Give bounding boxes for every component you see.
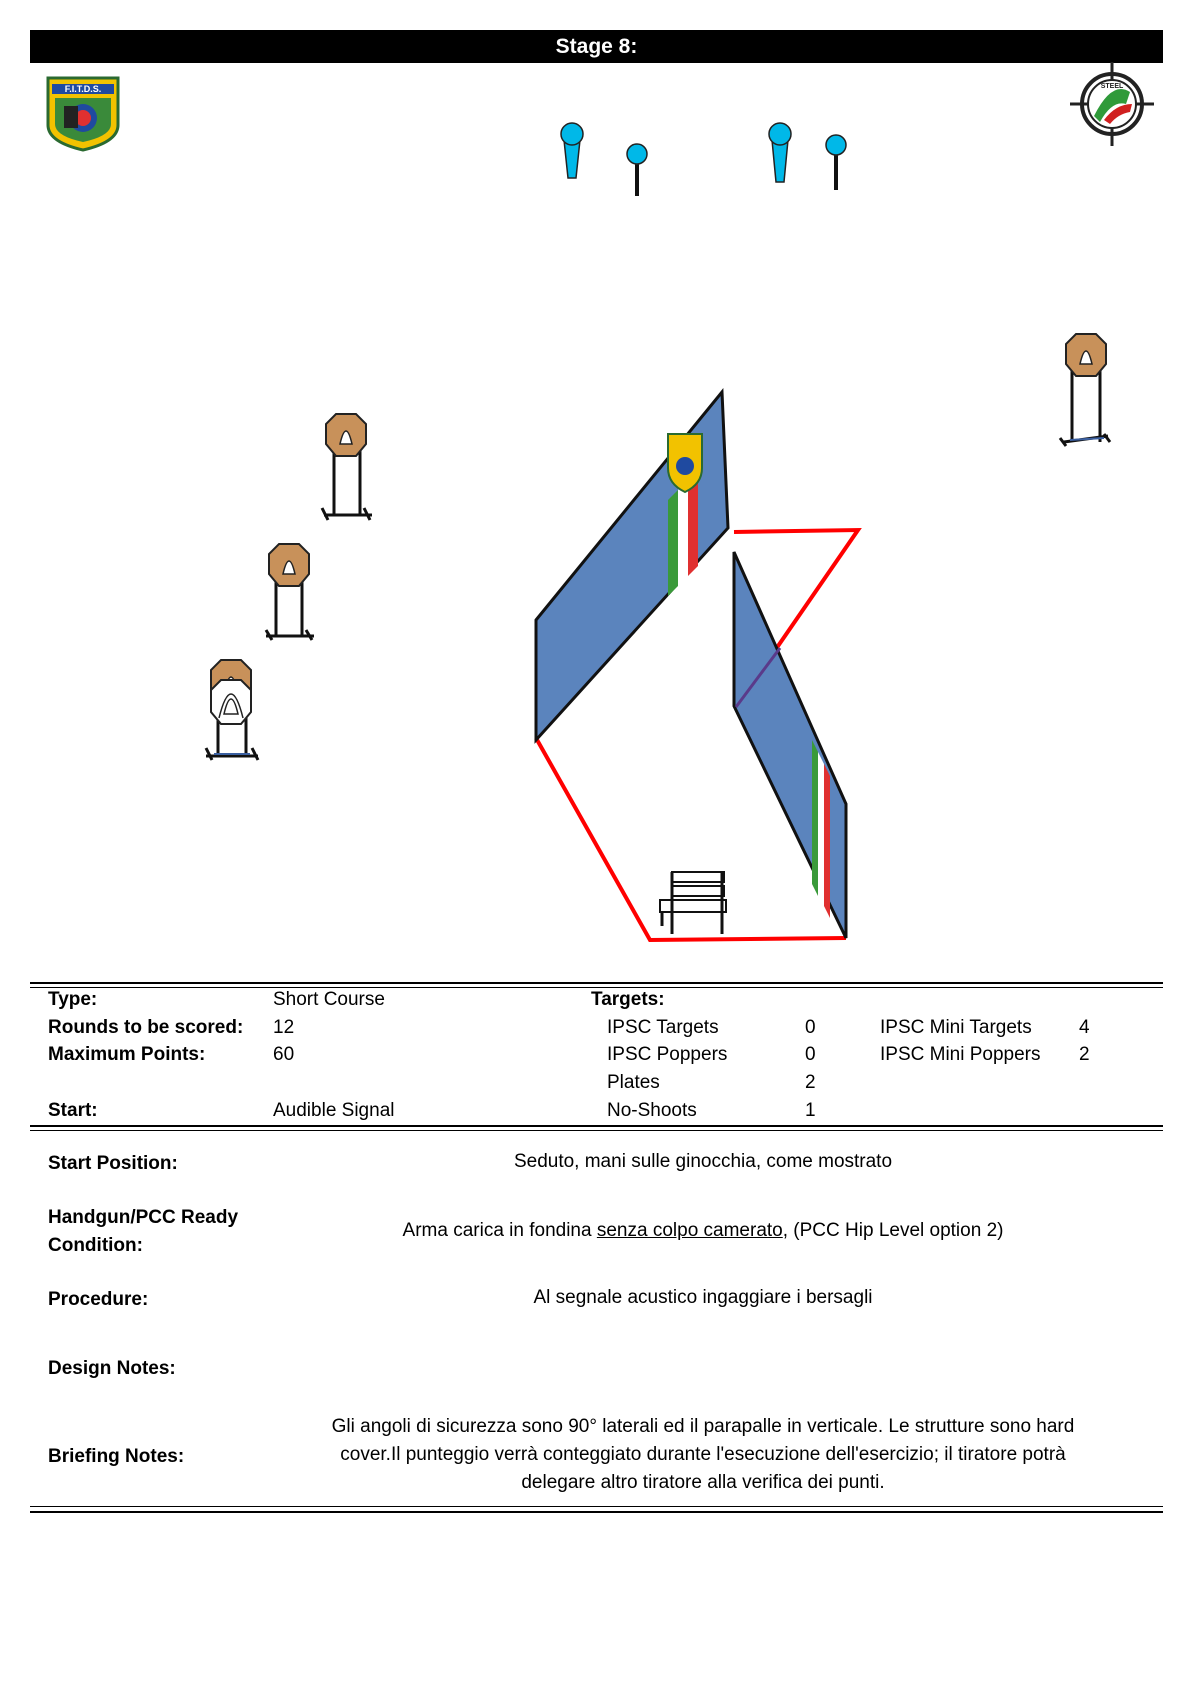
rule-mid-2 <box>30 1130 1163 1131</box>
start-position-label: Start Position: <box>48 1153 178 1174</box>
target-label-no-shoots: No-Shoots <box>607 1100 697 1121</box>
target-label-ipsc-targets: IPSC Targets <box>607 1017 719 1038</box>
plate-2 <box>826 135 846 190</box>
procedure-value: Al segnale acustico ingaggiare i bersagli <box>533 1287 873 1308</box>
rounds-label: Rounds to be scored: <box>48 1017 244 1038</box>
target-value-ipsc-targets: 0 <box>805 1017 816 1038</box>
stage-title: Stage 8: <box>555 35 638 58</box>
start-position-value: Seduto, mani sulle ginocchia, come mostrato <box>513 1151 893 1172</box>
mini-popper-2 <box>769 123 791 182</box>
briefing-notes-line-1: Gli angoli di sicurezza sono 90° laterali ed il parapalle in verticale. Le strutture sono hard <box>331 1416 1075 1437</box>
type-label: Type: <box>48 989 98 1010</box>
targets-heading: Targets: <box>591 989 665 1010</box>
ready-condition-value <box>330 1220 1076 1242</box>
target-value-ipsc-mini-poppers: 2 <box>1079 1044 1090 1065</box>
rule-top-1 <box>30 982 1163 984</box>
mini-target-1 <box>322 414 372 520</box>
steel-club-logo-text: STEEL <box>1100 83 1124 90</box>
briefing-notes-line-2: cover.Il punteggio verrà conteggiato durante l'esecuzione dell'esercizio; il tiratore potrà <box>340 1444 1066 1465</box>
rounds-value: 12 <box>273 1017 295 1038</box>
wall-1 <box>536 392 728 740</box>
ready-condition-underlined: senza colpo camerato <box>596 1220 783 1241</box>
rule-bottom-1 <box>30 1506 1163 1507</box>
target-label-ipsc-mini-targets: IPSC Mini Targets <box>880 1017 1032 1038</box>
steel-club-logo <box>1070 62 1154 146</box>
plate-1 <box>627 144 647 196</box>
start-label: Start: <box>48 1100 98 1121</box>
fitds-logo <box>48 78 118 150</box>
mini-target-4 <box>1060 334 1110 446</box>
start-value: Audible Signal <box>273 1100 395 1121</box>
ready-condition-label-2: Condition: <box>48 1235 143 1256</box>
target-label-plates: Plates <box>607 1072 660 1093</box>
rule-bottom-2 <box>30 1511 1163 1513</box>
max-points-label: Maximum Points: <box>48 1044 206 1065</box>
target-value-no-shoots: 1 <box>805 1100 816 1121</box>
max-points-value: 60 <box>273 1044 295 1065</box>
ready-condition-text-1: Arma carica in fondina <box>402 1220 597 1241</box>
ready-condition-label-1: Handgun/PCC Ready <box>48 1207 239 1228</box>
target-label-ipsc-mini-poppers: IPSC Mini Poppers <box>880 1044 1041 1065</box>
wall-2 <box>734 552 846 938</box>
rule-top-2 <box>30 987 1163 988</box>
mini-target-2 <box>266 544 314 640</box>
briefing-notes-label: Briefing Notes: <box>48 1446 185 1467</box>
ready-condition-text-2: , (PCC Hip Level option 2) <box>782 1220 1004 1241</box>
fitds-logo-text: F.I.T.D.S. <box>64 84 102 94</box>
briefing-notes-line-3: delegare altro tiratore alla verifica dei punti. <box>521 1472 885 1493</box>
no-shoot <box>211 680 251 724</box>
target-value-ipsc-mini-targets: 4 <box>1079 1017 1090 1038</box>
target-label-ipsc-poppers: IPSC Poppers <box>607 1044 728 1065</box>
type-value: Short Course <box>273 989 385 1010</box>
mini-popper-1 <box>561 123 583 178</box>
wall-1-emblem <box>668 434 702 492</box>
target-value-plates: 2 <box>805 1072 816 1093</box>
target-value-ipsc-poppers: 0 <box>805 1044 816 1065</box>
design-notes-label: Design Notes: <box>48 1358 176 1379</box>
procedure-label: Procedure: <box>48 1289 149 1310</box>
rule-mid-1 <box>30 1125 1163 1127</box>
chair-start-position <box>660 872 726 934</box>
